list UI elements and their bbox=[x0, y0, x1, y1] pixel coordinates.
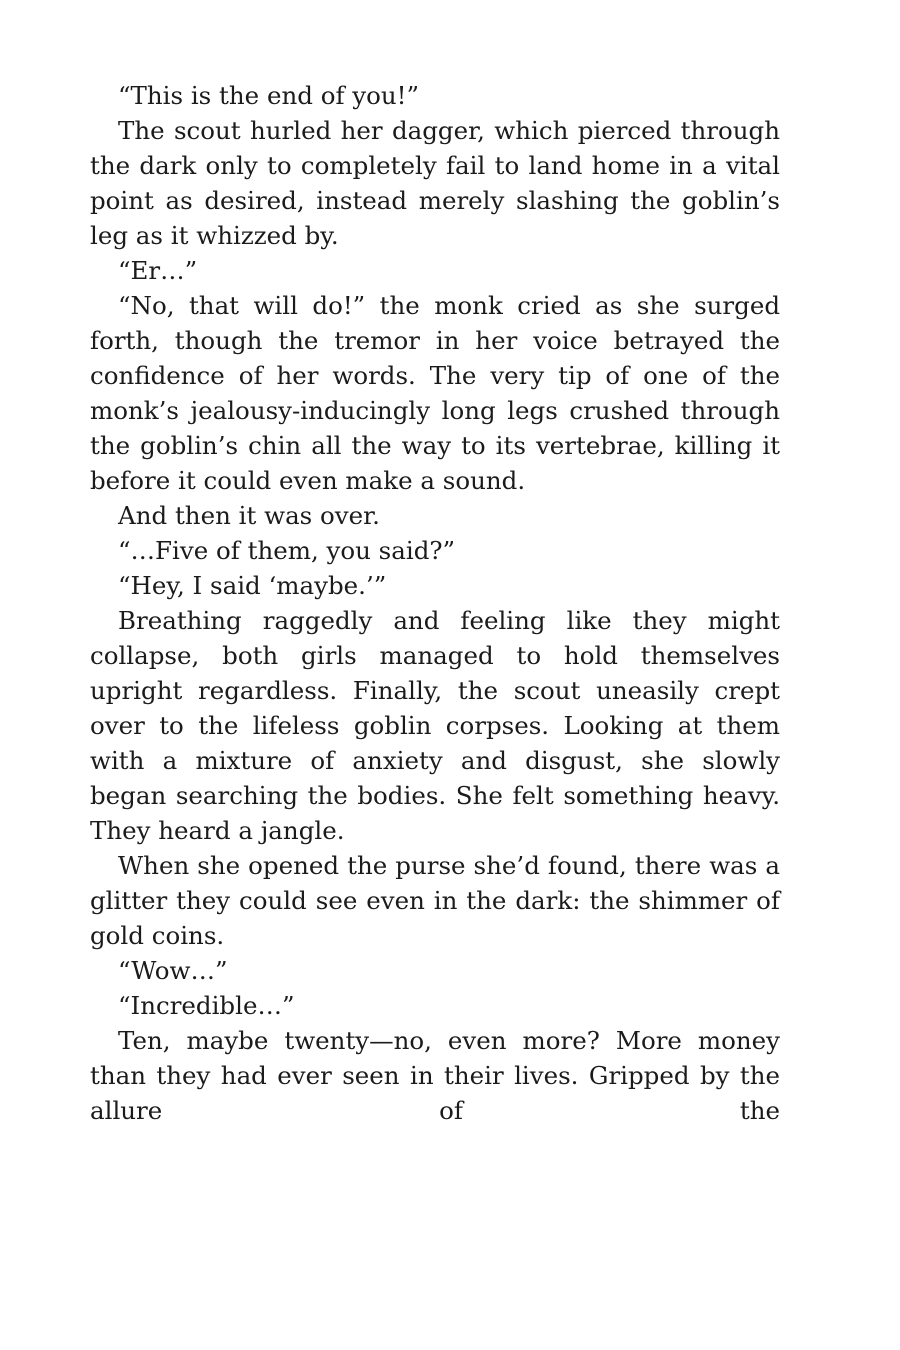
paragraph-3: “Er…” bbox=[118, 256, 198, 285]
paragraph-12: Ten, maybe twenty—no, even more? More money than they had ever seen in their lives. Gripped by the allure of the bbox=[90, 1026, 780, 1125]
paragraph-7: “Hey, I said ‘maybe.’” bbox=[118, 571, 387, 600]
book-page bbox=[90, 78, 780, 1128]
paragraph-5: And then it was over. bbox=[118, 501, 380, 530]
paragraph-9: When she opened the purse she’d found, there was a glitter they could see even in the dark: the shimmer of gold coins. bbox=[90, 851, 780, 950]
paragraph-11: “Incredible…” bbox=[118, 991, 295, 1020]
paragraph-1: “This is the end of you!” bbox=[118, 81, 420, 110]
paragraph-6: “…Five of them, you said?” bbox=[118, 536, 456, 565]
paragraph-4: “No, that will do!” the monk cried as she surged forth, though the tremor in her voice betrayed the confidence of her words. The very tip of one of the monk’s jealousy-inducingly long legs crushed through the goblin’s chin all the way to its vertebrae, killing it before it could even make a sound. bbox=[90, 291, 780, 495]
paragraph-10: “Wow…” bbox=[118, 956, 228, 985]
paragraph-8: Breathing raggedly and feeling like they might collapse, both girls managed to hold themselves upright regardless. Finally, the scout uneasily crept over to the lifeless goblin corpses. Looking at them with a mixture of anxiety and disgust, she slowly began searching the bodies. She felt something heavy. They heard a jangle. bbox=[90, 606, 780, 845]
paragraph-2: The scout hurled her dagger, which pierced through the dark only to completely fail to land home in a vital point as desired, instead merely slashing the goblin’s leg as it whizzed by. bbox=[90, 116, 780, 250]
